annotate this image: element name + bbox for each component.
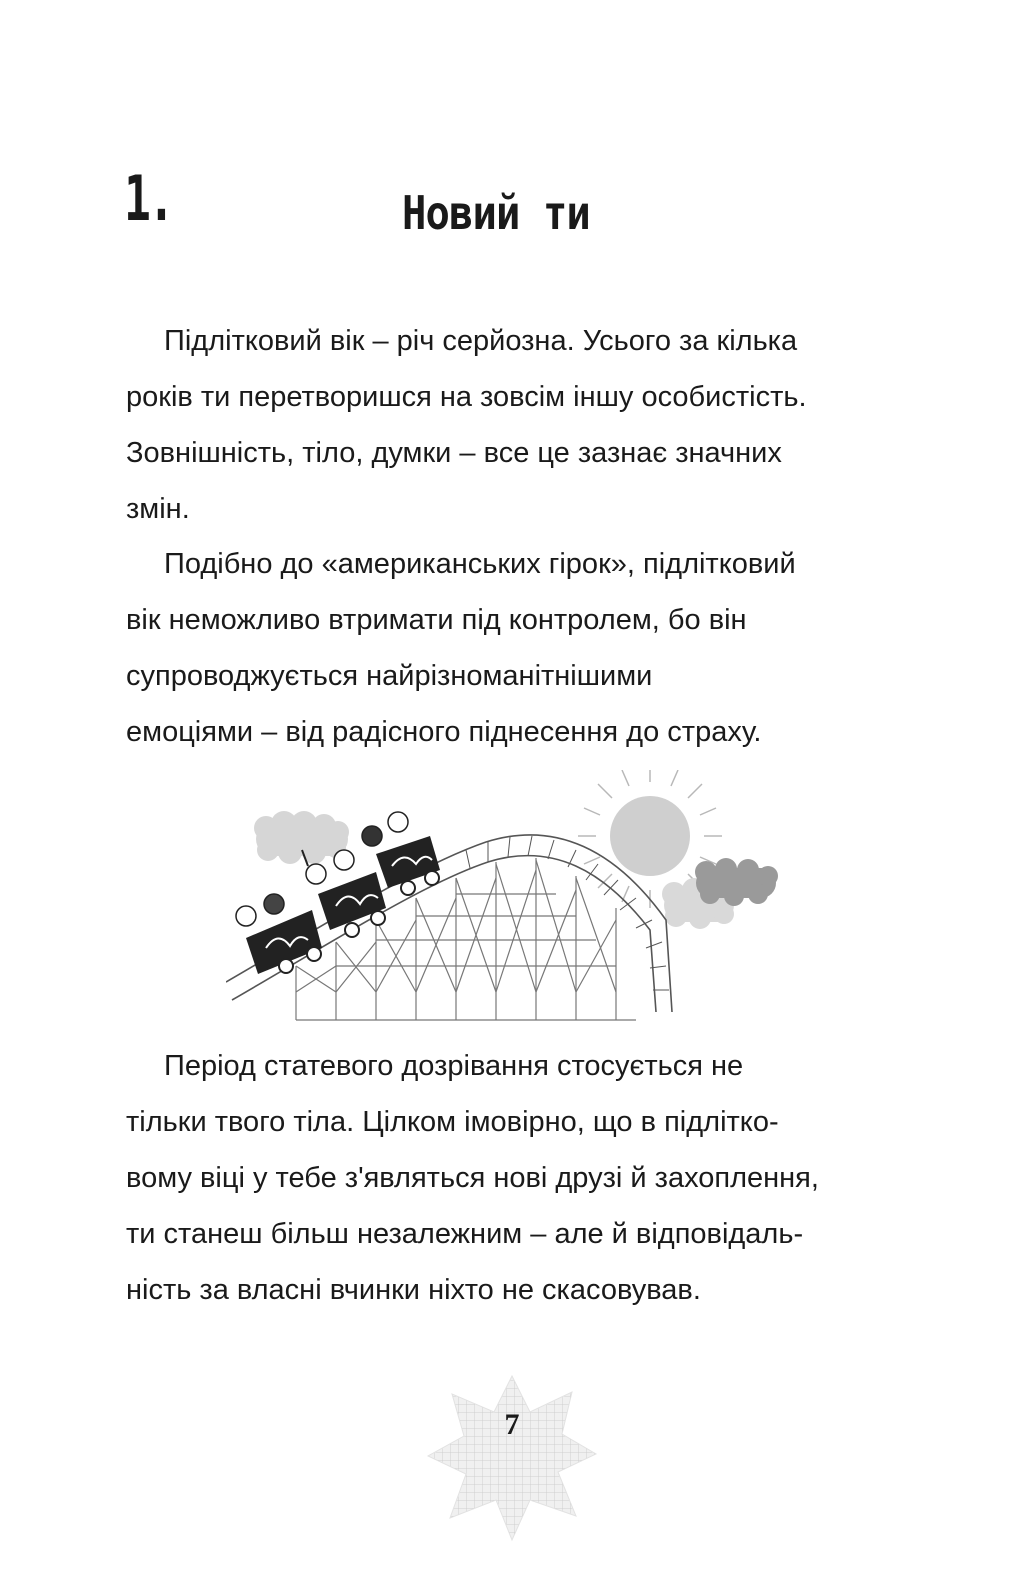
paragraph-line: Період статевого дозрівання стосується не: [164, 1050, 744, 1082]
paragraph-line: тільки твого тіла. Цілком імовірно, що в підлітко-: [126, 1106, 779, 1138]
paragraph-line: змін.: [126, 493, 190, 525]
cloud-right-icon: [662, 858, 778, 929]
paragraph-line: супроводжується найрізноманітнішими: [126, 660, 653, 692]
page-number-star-icon: [426, 1372, 598, 1544]
paragraph-line: Підлітковий вік – річ серйозна. Усього за кілька: [164, 325, 798, 357]
paragraph-1: [126, 313, 906, 537]
paragraph-3: [126, 1038, 906, 1318]
paragraph-2: [126, 536, 906, 760]
chapter-number: 1.: [124, 162, 172, 235]
paragraph-line: ність за власні вчинки ніхто не скасовував.: [126, 1274, 701, 1306]
coaster-cart-1: [236, 894, 322, 974]
coaster-support: [296, 858, 636, 1020]
paragraph-line: ти станеш більш незалежним – але й відповідаль-: [126, 1218, 804, 1250]
paragraph-line: вому віці у тебе з'являться нові друзі й захоплення,: [126, 1162, 819, 1194]
paragraph-line: Подібно до «американських гірок», підлітковий: [164, 548, 796, 580]
chapter-title: Новий ти: [402, 186, 590, 240]
paragraph-line: емоціями – від радісного піднесення до страху.: [126, 716, 762, 748]
paragraph-line: вік неможливо втримати під контролем, бо він: [126, 604, 747, 636]
roller-coaster-illustration: [226, 770, 786, 1030]
page-number: 7: [504, 1408, 520, 1441]
paragraph-line: років ти перетворишся на зовсім іншу особистість.: [126, 381, 807, 413]
paragraph-line: Зовнішність, тіло, думки – все це зазнає значних: [126, 437, 782, 469]
